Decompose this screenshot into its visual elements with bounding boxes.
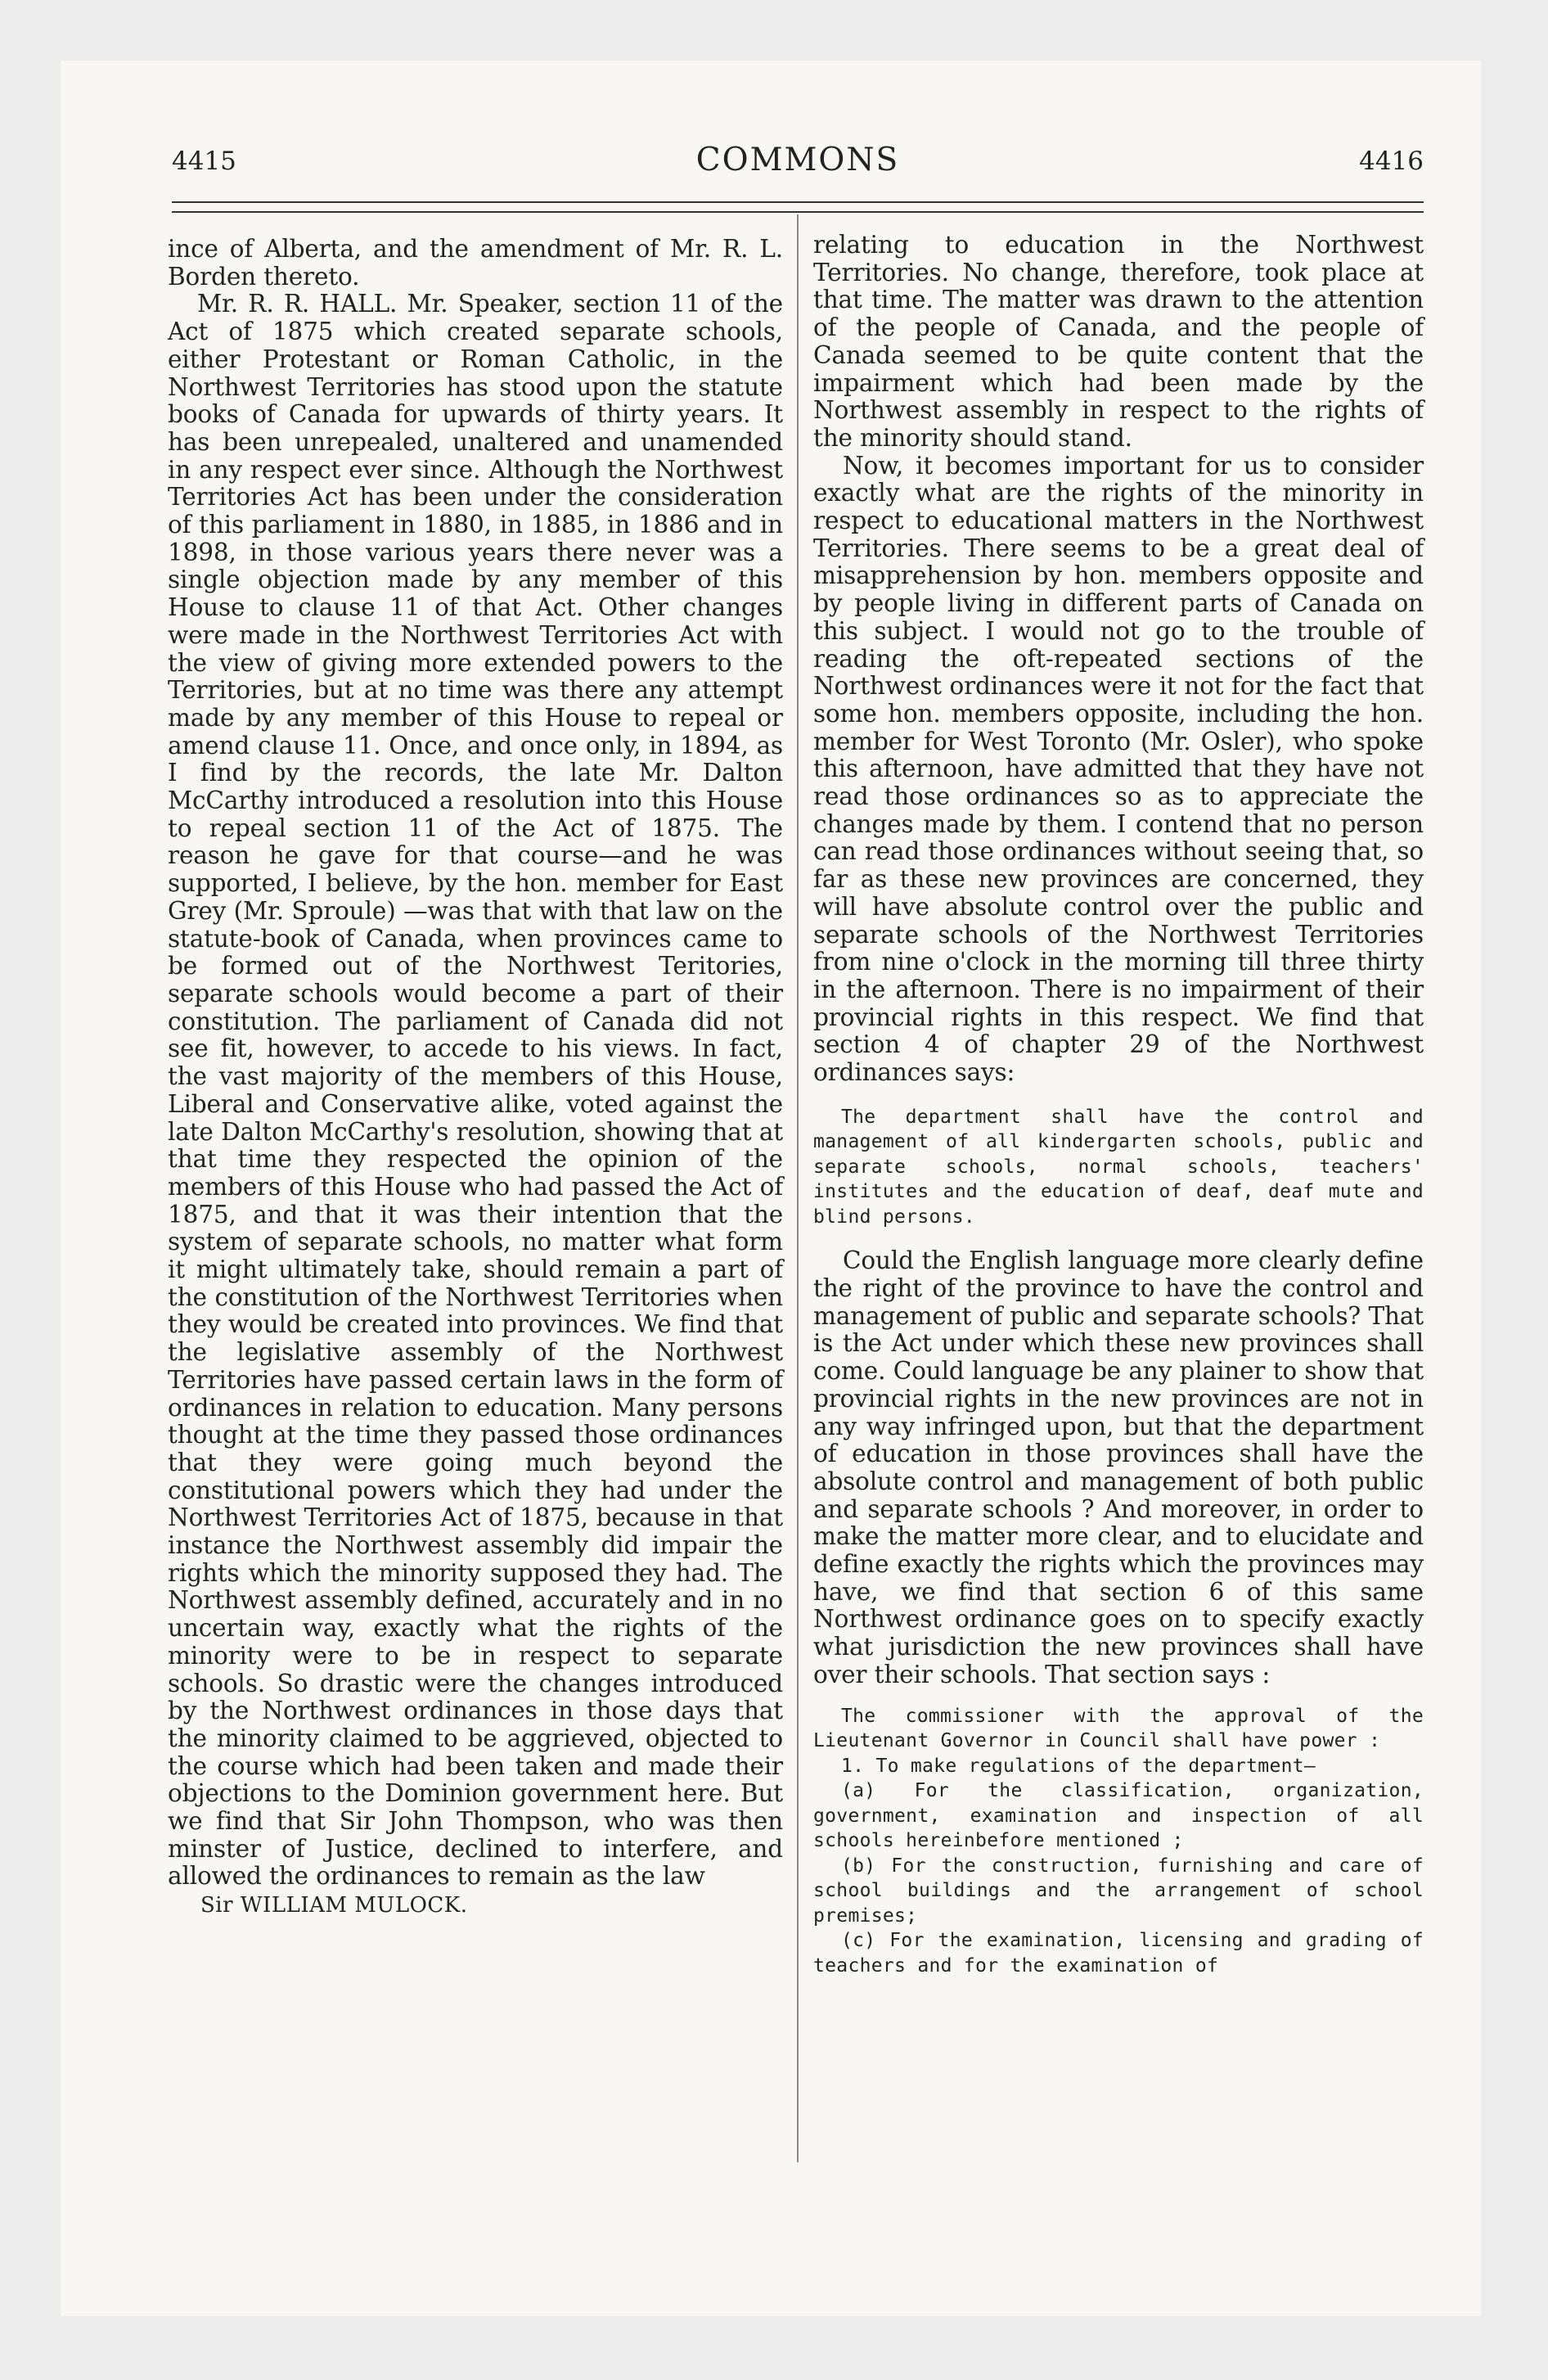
paragraph-rights-of-minority: Now, it becomes important for us to consider exactly what are the rights of the minority in respect to educational matters in the Northwest Territories. There seems to be a great deal of misapprehension by hon. members opposite and by people living in different parts of Canada on this subject. I would not go to the trouble of reading the oft-repeated sections of the Northwest ordinances were it not for the fact that some hon. members opposite, including the hon. member for West Toronto (Mr. Osler), who spoke this afternoon, have admitted that they have not read those ordinances so as to appreciate the changes made by them. I contend that no person can read those ordinances without seeing that, so far as these new provinces are concerned, they will have absolute control over the public and separate schools of the Northwest Territories from nine o'clock in the morning till three thirty in the afternoon. There is no impairment of their provincial rights in this respect. We find that section 4 of chapter 29 of the Northwest ordinances says: (813, 451, 1424, 1087)
page-header (172, 135, 1424, 184)
paragraph-english-language: Could the English language more clearly define the right of the province to have the control and management of public and separate schools? That is the Act under which these new provinces shall come. Could language be any plainer to show that provincial rights in the new provinces are not in any way infringed upon, but that the department of education in those provinces shall have the absolute control and management of both public and separate schools ? And moreover, in order to make the matter more clear, and to elucidate and define exactly the rights which the provinces may have, we find that section 6 of this same Northwest ordinance goes on to specify exactly what jurisdiction the new provinces shall have over their schools. That section says : (813, 1246, 1424, 1688)
quote-text: The department shall have the control and management of all kindergarten schools, public and separate schools, normal schools, teachers' institutes and the education of deaf, deaf mute and blind persons. (813, 1106, 1424, 1228)
quote-item-a: (a) For the classification, organization, government, examination and inspection of all schools hereinbefore mentioned ; (813, 1780, 1424, 1852)
column-divider (797, 214, 799, 2162)
quote-intro: The commissioner with the approval of the Lieutenant Governor in Council shall have power : (813, 1705, 1424, 1752)
speaker-footer: Sir WILLIAM MULOCK. (200, 1893, 468, 1918)
header-rule-top (172, 201, 1424, 203)
page-number-left: 4415 (172, 146, 236, 176)
quote-item-b: (b) For the construction, furnishing and care of school buildings and the arrangement of school premises; (813, 1855, 1424, 1927)
paragraph-continued: relating to education in the Northwest Territories. No change, therefore, took place at that time. The matter was drawn to the attention of the people of Canada, and the people of Canada seemed to be quite content that the impairment which had been made by the Northwest assembly in respect to the rights of the minority should stand. (813, 231, 1424, 452)
left-column (168, 236, 783, 1920)
quote-item-c: (c) For the examination, licensing and grading of teachers and for the examination of (813, 1930, 1424, 1977)
quoted-section-4 (813, 1105, 1424, 1230)
paragraph-continuation: ince of Alberta, and the amendment of Mr. R. L. Borden thereto. (168, 235, 783, 291)
header-rule-bottom (172, 211, 1424, 213)
paragraph-hall-speech: Mr. R. R. HALL. Mr. Speaker, section 11 of the Act of 1875 which created separate schools, either Protestant or Roman Catholic, in the Northwest Territories has stood upon the statute books of Canada for upwards of thirty years. It has been unrepealed, unaltered and unamended in any respect ever since. Although the Northwest Territories Act has been under the consideration of this parliament in 1880, in 1885, in 1886 and in 1898, in those various years there never was a single objection made by any member of this House to clause 11 of that Act. Other changes were made in the Northwest Territories Act with the view of giving more extended powers to the Territories, but at no time was there any attempt made by any member of this House to repeal or amend clause 11. Once, and once only, in 1894, as I find by the records, the late Mr. Dalton McCarthy introduced a resolution into this House to repeal section 11 of the Act of 1875. The reason he gave for that course—and he was supported, I believe, by the hon. member for East Grey (Mr. Sproule) —was that with that law on the statute-book of Canada, when provinces came to be formed out of the Northwest Teritories, separate schools would become a part of their constitution. The parliament of Canada did not see fit, however, to accede to his views. In fact, the vast majority of the members of this House, Liberal and Conservative alike, voted against the late Dalton McCarthy's resolution, showing that at that time they respected the opinion of the members of this House who had passed the Act of 1875, and that it was their intention that the system of separate schools, no matter what form it might ultimately take, should remain a part of the constitution of the Northwest Territories when they would be created into provinces. We find that the legislative assembly of the Northwest Territories have passed certain laws in the form of ordinances in relation to education. Many persons thought at the time they passed those ordinances that they were going much beyond the constitutional powers which they had under the Northwest Territories Act of 1875, because in that instance the Northwest assembly did impair the rights which the minority supposed they had. The Northwest assembly defined, accurately and in no uncertain way, exactly what the rights of the minority were to be in respect to separate schools. So drastic were the changes introduced by the Northwest ordinances in those days that the minority claimed to be aggrieved, objected to the course which had been taken and made their objections to the Dominion government here. But we find that Sir John Thompson, who was then minster of Justice, declined to interfere, and allowed the ordinances to remain as the law (168, 290, 783, 1891)
right-column (813, 232, 1424, 1978)
quote-item-1: 1. To make regulations of the department— (841, 1755, 1316, 1777)
page-number-right: 4416 (1359, 146, 1424, 176)
running-title: COMMONS (695, 142, 900, 178)
quoted-section-6 (813, 1704, 1424, 1979)
